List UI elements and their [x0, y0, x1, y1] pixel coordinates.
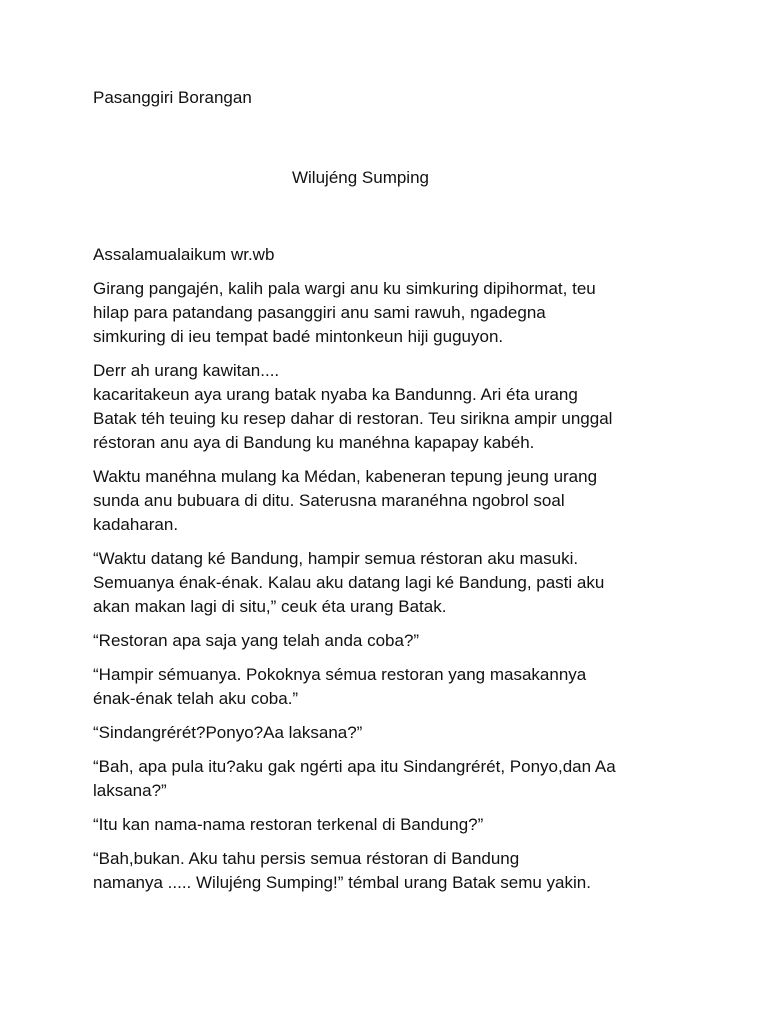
story-paragraph [93, 547, 688, 619]
paragraph-line: namanya ..... Wilujéng Sumping!” témbal urang Batak semu yakin. [93, 873, 591, 892]
paragraph-line: sunda anu bubuara di ditu. Saterusna maranéhna ngobrol soal [93, 491, 565, 510]
paragraph-line: “Hampir sémuanya. Pokoknya sémua restoran yang masakannya [93, 665, 587, 684]
paragraph-line: kacaritakeun aya urang batak nyaba ka Bandunng. Ari éta urang [93, 385, 578, 404]
paragraph-line: simkuring di ieu tempat badé mintonkeun hiji guguyon. [93, 327, 504, 346]
paragraph-line: réstoran anu aya di Bandung ku manéhna kapapay kabéh. [93, 433, 535, 452]
paragraph-line: “Restoran apa saja yang telah anda coba?” [93, 631, 420, 650]
story-body [93, 277, 688, 895]
paragraph-line: akan makan lagi di situ,” ceuk éta urang Batak. [93, 597, 447, 616]
paragraph-line: “Bah,bukan. Aku tahu persis semua réstoran di Bandung [93, 849, 520, 868]
paragraph-line: énak-énak telah aku coba.” [93, 689, 299, 708]
story-paragraph [93, 755, 688, 803]
story-paragraph [93, 847, 688, 895]
story-paragraph [93, 465, 688, 537]
document-title: Wilujéng Sumping [291, 168, 429, 187]
story-paragraph [93, 813, 688, 837]
paragraph-line: Derr ah urang kawitan.... [93, 361, 280, 380]
story-paragraph [93, 629, 688, 653]
paragraph-line: Girang pangajén, kalih pala wargi anu ku simkuring dipihormat, teu [93, 279, 596, 298]
paragraph-line: “Waktu datang ké Bandung, hampir semua réstoran aku masuki. [93, 549, 579, 568]
paragraph-line: Batak téh teuing ku resep dahar di restoran. Teu sirikna ampir unggal [93, 409, 613, 428]
greeting-text: Assalamualaikum wr.wb [93, 245, 275, 264]
paragraph-line: “Itu kan nama-nama restoran terkenal di Bandung?” [93, 815, 484, 834]
story-paragraph [93, 721, 688, 745]
story-paragraph [93, 663, 688, 711]
paragraph-line: hilap para patandang pasanggiri anu sami rawuh, ngadegna [93, 303, 546, 322]
document-heading: Pasanggiri Borangan [93, 88, 252, 107]
story-paragraph [93, 359, 688, 455]
paragraph-line: Semuanya énak-énak. Kalau aku datang lagi ké Bandung, pasti aku [93, 573, 605, 592]
paragraph-line: “Sindangrérét?Ponyo?Aa laksana?” [93, 723, 363, 742]
paragraph-line: “Bah, apa pula itu?aku gak ngérti apa itu Sindangrérét, Ponyo,dan Aa [93, 757, 616, 776]
story-paragraph [93, 277, 688, 349]
paragraph-line: kadaharan. [93, 515, 179, 534]
paragraph-line: laksana?” [93, 781, 167, 800]
paragraph-line: Waktu manéhna mulang ka Médan, kabeneran tepung jeung urang [93, 467, 598, 486]
